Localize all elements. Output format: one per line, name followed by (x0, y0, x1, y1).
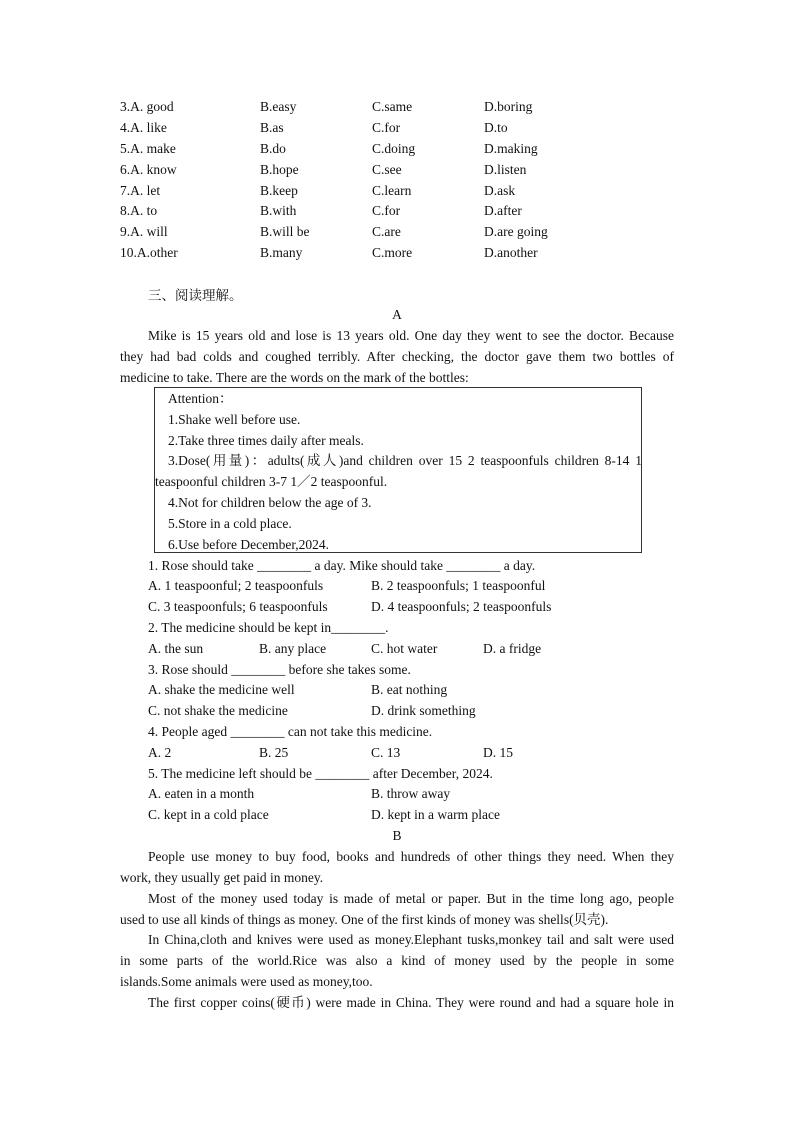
option-b: B.many (260, 245, 303, 260)
option-d: D.listen (484, 162, 527, 177)
options-row (120, 117, 674, 138)
passage-a-line: Mike is 15 years old and lose is 13 years old. One day they went to see the doctor. Because (148, 328, 674, 343)
passage-a-line: medicine to take. There are the words on the mark of the bottles: (120, 370, 469, 385)
question-options-row (148, 596, 702, 617)
option-b: B.keep (260, 183, 298, 198)
option-d: D. 4 teaspoonfuls; 2 teaspoonfuls (371, 599, 552, 614)
option-b: B.will be (260, 224, 310, 239)
option-d: D.are going (484, 224, 548, 239)
option-d: D.ask (484, 183, 516, 198)
section-title: 三、阅读理解。 (148, 288, 243, 303)
option-d: D.after (484, 203, 522, 218)
option-a: A. the sun (148, 641, 204, 656)
question-stem: 5. The medicine left should be ________ after December, 2024. (148, 766, 493, 781)
passage-a-line: they had bad colds and coughed terribly. After checking, the doctor gave them two bottles of (120, 349, 674, 364)
option-d: D.to (484, 120, 508, 135)
notice-item: 1.Shake well before use. (168, 412, 301, 427)
option-a: 6.A. know (120, 162, 177, 177)
option-a: A. eaten in a month (148, 786, 255, 801)
option-d: D. drink something (371, 703, 476, 718)
passage-b-line: People use money to buy food, books and hundreds of other things they need. When they (148, 849, 674, 864)
option-c: C.see (372, 162, 402, 177)
passage-b-line: in some parts of the world.Rice was also a kind of money used by the people in some (120, 953, 674, 968)
option-c: C.for (372, 120, 401, 135)
question-options-row (148, 679, 702, 700)
notice-item: 6.Use before December,2024. (168, 537, 330, 552)
option-a: 10.A.other (120, 245, 178, 260)
passage-b-line: work, they usually get paid in money. (120, 870, 324, 885)
options-row (120, 180, 674, 201)
options-row (120, 138, 674, 159)
option-a: 7.A. let (120, 183, 161, 198)
option-b: B.as (260, 120, 284, 135)
options-row (120, 200, 674, 221)
passage-b-line: The first copper coins(硬币) were made in China. They were round and had a square hole in (148, 995, 674, 1010)
option-b: B. throw away (371, 786, 451, 801)
option-d: D.another (484, 245, 538, 260)
option-c: C. 3 teaspoonfuls; 6 teaspoonfuls (148, 599, 328, 614)
options-row (120, 242, 674, 263)
option-b: B.hope (260, 162, 299, 177)
notice-item: teaspoonful children 3-7 1／2 teaspoonful. (155, 474, 388, 489)
passage-b-line: islands.Some animals were used as money,too. (120, 974, 373, 989)
option-c: C. 13 (371, 745, 401, 760)
question-options-row (148, 638, 702, 659)
option-d: D.boring (484, 99, 533, 114)
question-stem: 1. Rose should take ________ a day. Mike should take ________ a day. (148, 558, 536, 573)
passage-b-heading: B (392, 828, 402, 843)
option-b: B.do (260, 141, 286, 156)
options-row (120, 96, 674, 117)
question-stem: 3. Rose should ________ before she takes some. (148, 662, 411, 677)
notice-item: 5.Store in a cold place. (168, 516, 292, 531)
option-d: D.making (484, 141, 538, 156)
option-c: C. hot water (371, 641, 438, 656)
option-b: B.with (260, 203, 297, 218)
option-c: C. not shake the medicine (148, 703, 288, 718)
question-options-row (148, 783, 702, 804)
option-b: B. eat nothing (371, 682, 448, 697)
option-a: A. 1 teaspoonful; 2 teaspoonfuls (148, 578, 324, 593)
question-stem: 4. People aged ________ can not take this medicine. (148, 724, 433, 739)
passage-a-heading: A (392, 307, 402, 322)
option-b: B.easy (260, 99, 297, 114)
option-a: 4.A. like (120, 120, 167, 135)
option-a: A. 2 (148, 745, 172, 760)
option-c: C.for (372, 203, 401, 218)
question-stem: 2. The medicine should be kept in________. (148, 620, 389, 635)
option-d: D. 15 (483, 745, 513, 760)
question-options-row (148, 575, 702, 596)
option-b: B. any place (259, 641, 327, 656)
option-b: B. 25 (259, 745, 289, 760)
option-a: A. shake the medicine well (148, 682, 295, 697)
option-a: 5.A. make (120, 141, 176, 156)
passage-b-line: Most of the money used today is made of metal or paper. But in the time long ago, people (148, 891, 674, 906)
option-c: C.more (372, 245, 413, 260)
question-options-row (148, 700, 702, 721)
question-options-row (148, 742, 702, 763)
notice-title: Attention： (168, 391, 233, 406)
notice-item: 4.Not for children below the age of 3. (168, 495, 372, 510)
option-c: C. kept in a cold place (148, 807, 269, 822)
option-b: B. 2 teaspoonfuls; 1 teaspoonful (371, 578, 546, 593)
question-options-row (148, 804, 702, 825)
notice-item: 2.Take three times daily after meals. (168, 433, 364, 448)
option-a: 8.A. to (120, 203, 158, 218)
option-c: C.doing (372, 141, 416, 156)
options-row (120, 221, 674, 242)
notice-item: 3.Dose(用量)：adults(成人)and children over 15 2 teaspoonfuls children 8-14 1 (168, 453, 642, 468)
option-c: C.learn (372, 183, 412, 198)
passage-b-line: In China,cloth and knives were used as money.Elephant tusks,monkey tail and salt were used (148, 932, 674, 947)
option-a: 9.A. will (120, 224, 168, 239)
option-c: C.same (372, 99, 413, 114)
option-d: D. a fridge (483, 641, 542, 656)
passage-b-line: used to use all kinds of things as money. One of the first kinds of money was shells(贝壳). (120, 912, 609, 927)
options-row (120, 159, 674, 180)
option-c: C.are (372, 224, 401, 239)
option-d: D. kept in a warm place (371, 807, 500, 822)
option-a: 3.A. good (120, 99, 174, 114)
